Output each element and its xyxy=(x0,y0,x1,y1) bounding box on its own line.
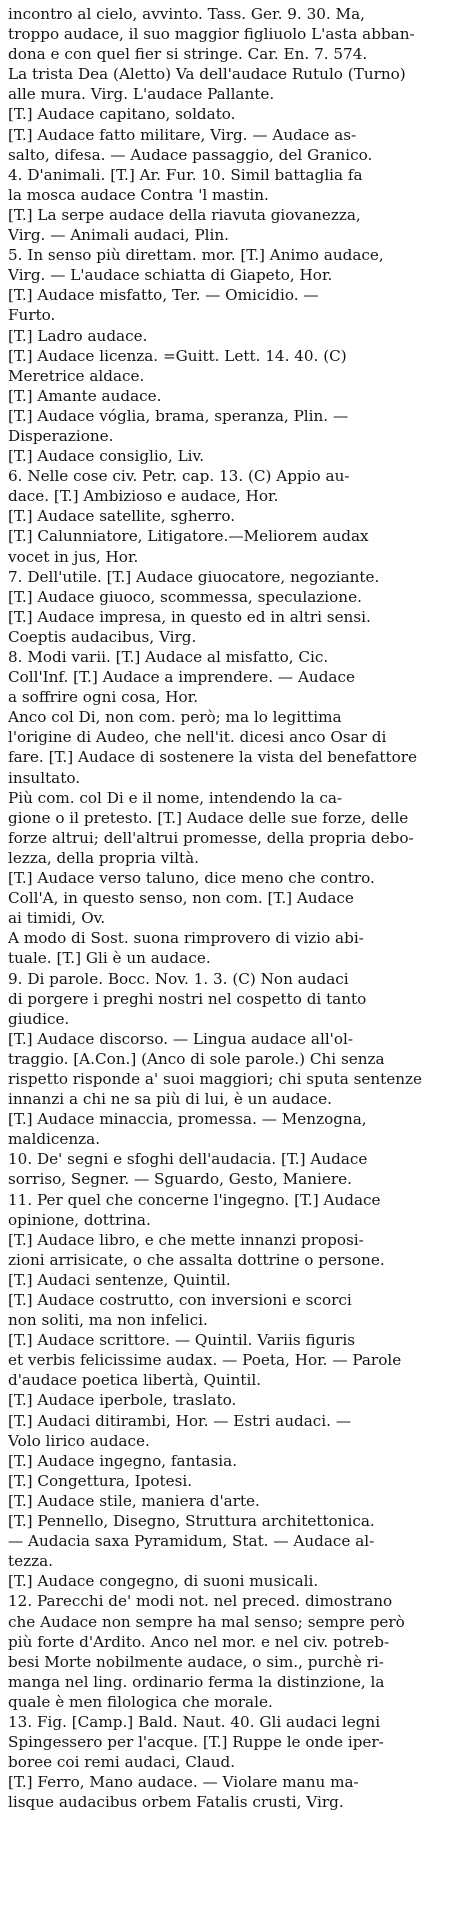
entry-line: lezza, della propria viltà. xyxy=(8,848,199,867)
entry-line: d'audace poetica libertà, Quintil. xyxy=(8,1371,262,1390)
entry-line: tuale. [T.] Gli è un audace. xyxy=(8,949,211,968)
entry-line: di porgere i preghi nostri nel cospetto di tanto xyxy=(8,989,367,1008)
entry-line: [T.] Calunniatore, Litigatore.—Meliorem audax xyxy=(8,527,369,546)
entry-line: [T.] Audace licenza. =Guitt. Lett. 14. 40. (C) xyxy=(8,346,347,365)
entry-line: vocet in jus, Hor. xyxy=(8,547,139,566)
entry-line: [T.] Audace ingegno, fantasia. xyxy=(8,1451,238,1470)
entry-line: Virg. — L'audace schiatta di Giapeto, Hor. xyxy=(8,266,333,285)
entry-line: Anco col Di, non com. però; ma lo legittima xyxy=(8,708,342,727)
entry-line: l'origine di Audeo, che nell'it. dicesi anco Osar di xyxy=(8,728,387,747)
entry-line: innanzi a chi ne sa più di lui, è un audace. xyxy=(8,1090,332,1109)
entry-line: [T.] Ferro, Mano audace. — Violare manu ma- xyxy=(8,1773,359,1792)
entry-line: giudice. xyxy=(8,1009,70,1028)
entry-line: [T.] Ladro audace. xyxy=(8,326,148,345)
entry-line: La trista Dea (Aletto) Va dell'audace Rutulo (Turno) xyxy=(8,65,406,84)
entry-line: a soffrire ogni cosa, Hor. xyxy=(8,688,199,707)
entry-line: rispetto risponde a' suoi maggiori; chi sputa sentenze xyxy=(8,1069,423,1088)
entry-line: — Audacia saxa Pyramidum, Stat. — Audace al- xyxy=(8,1532,375,1551)
entry-line: alle mura. Virg. L'audace Pallante. xyxy=(8,85,275,104)
entry-line: fare. [T.] Audace di sostenere la vista del benefattore xyxy=(8,748,418,767)
entry-line: sorriso, Segner. — Sguardo, Gesto, Maniere. xyxy=(8,1170,352,1189)
entry-line: [T.] Audace misfatto, Ter. — Omicidio. — xyxy=(8,286,319,305)
entry-line: incontro al cielo, avvinto. Tass. Ger. 9. 30. Ma, xyxy=(8,5,365,23)
entry-line: Furto. xyxy=(8,306,56,325)
entry-line: più forte d'Ardito. Anco nel mor. e nel civ. potreb- xyxy=(8,1632,390,1651)
entry-line: Virg. — Animali audaci, Plin. xyxy=(8,226,229,245)
entry-line: [T.] Audace capitano, soldato. xyxy=(8,105,236,124)
entry-line: 5. In senso più direttam. mor. [T.] Animo audace, xyxy=(8,246,384,265)
entry-line: [T.] Audace stile, maniera d'arte. xyxy=(8,1491,260,1510)
entry-line: [T.] Congettura, Ipotesi. xyxy=(8,1471,193,1490)
entry-line: [T.] Audace satellite, sgherro. xyxy=(8,507,236,526)
entry-line: 6. Nelle cose civ. Petr. cap. 13. (C) Appio au- xyxy=(8,467,350,486)
entry-line: [T.] Audaci ditirambi, Hor. — Estri audaci. — xyxy=(8,1411,352,1430)
entry-line: [T.] Audace impresa, in questo ed in altri sensi. xyxy=(8,607,371,626)
entry-line: tezza. xyxy=(8,1552,53,1571)
entry-line: 9. Di parole. Bocc. Nov. 1. 3. (C) Non audaci xyxy=(8,969,349,988)
entry-line: dace. [T.] Ambizioso e audace, Hor. xyxy=(8,487,279,506)
entry-line: la mosca audace Contra 'l mastin. xyxy=(8,185,269,204)
entry-line: 4. D'animali. [T.] Ar. Fur. 10. Simil battaglia fa xyxy=(8,165,363,184)
entry-line: boree coi remi audaci, Claud. xyxy=(8,1753,236,1772)
entry-line: non soliti, ma non infelici. xyxy=(8,1311,208,1330)
entry-line: 11. Per quel che concerne l'ingegno. [T.] Audace xyxy=(8,1190,381,1209)
entry-line: 7. Dell'utile. [T.] Audace giuocatore, negoziante. xyxy=(8,567,380,586)
entry-line: forze altrui; dell'altrui promesse, della propria debo- xyxy=(8,828,414,847)
entry-line: salto, difesa. — Audace passaggio, del Granico. xyxy=(8,145,373,164)
entry-line: maldicenza. xyxy=(8,1130,101,1149)
entry-line: [T.] Audace congegno, di suoni musicali. xyxy=(8,1572,319,1591)
entry-line: insultato. xyxy=(8,768,81,787)
entry-line: A modo di Sost. suona rimprovero di vizio abi- xyxy=(8,929,364,948)
entry-line: [T.] Audace iperbole, traslato. xyxy=(8,1391,237,1410)
entry-line: Più com. col Di e il nome, intendendo la ca- xyxy=(8,788,343,807)
entry-line: [T.] Audace consiglio, Liv. xyxy=(8,447,205,466)
entry-line: traggio. [A.Con.] (Anco di sole parole.) Chi senza xyxy=(8,1049,385,1068)
entry-line: [T.] Audace libro, e che mette innanzi proposi- xyxy=(8,1230,364,1249)
entry-line: [T.] Amante audace. xyxy=(8,386,162,405)
entry-line: [T.] La serpe audace della riavuta giovanezza, xyxy=(8,205,361,224)
entry-line: [T.] Audace fatto militare, Virg. — Audace as- xyxy=(8,125,357,144)
entry-line: Coll'Inf. [T.] Audace a imprendere. — Audace xyxy=(8,668,355,687)
entry-line: lisque audacibus orbem Fatalis crusti, Virg. xyxy=(8,1793,344,1812)
entry-line: che Audace non sempre ha mal senso; sempre però xyxy=(8,1612,405,1631)
entry-line: [T.] Audaci sentenze, Quintil. xyxy=(8,1270,231,1289)
entry-line: zioni arrisicate, o che assalta dottrine o persone. xyxy=(8,1250,385,1269)
entry-line: 12. Parecchi de' modi not. nel preced. dimostrano xyxy=(8,1592,393,1611)
entry-line: Disperazione. xyxy=(8,426,114,445)
entry-line: [T.] Audace discorso. — Lingua audace all'ol- xyxy=(8,1029,353,1048)
dictionary-entry-text xyxy=(8,4,459,1812)
entry-line: [T.] Pennello, Disegno, Struttura architettonica. xyxy=(8,1512,375,1531)
entry-line: [T.] Audace giuoco, scommessa, speculazione. xyxy=(8,587,362,606)
entry-line: [T.] Audace minaccia, promessa. — Menzogna, xyxy=(8,1110,367,1129)
entry-line: Coll'A, in questo senso, non com. [T.] Audace xyxy=(8,889,354,908)
entry-line: troppo audace, il suo maggior figliuolo L'asta abban- xyxy=(8,25,415,44)
entry-line: opinione, dottrina. xyxy=(8,1210,151,1229)
entry-line: manga nel ling. ordinario ferma la distinzione, la xyxy=(8,1672,385,1691)
entry-line: 8. Modi varii. [T.] Audace al misfatto, Cic. xyxy=(8,648,329,666)
entry-line: [T.] Audace verso taluno, dice meno che contro. xyxy=(8,869,375,888)
entry-line: Coeptis audacibus, Virg. xyxy=(8,627,197,646)
entry-line: Volo lirico audace. xyxy=(8,1431,150,1450)
entry-line: 10. De' segni e sfoghi dell'audacia. [T.] Audace xyxy=(8,1150,368,1169)
entry-line: 13. Fig. [Camp.] Bald. Naut. 40. Gli audaci legni xyxy=(8,1712,381,1731)
entry-line: gione o il pretesto. [T.] Audace delle sue forze, delle xyxy=(8,808,409,827)
entry-line: quale è men filologica che morale. xyxy=(8,1692,273,1711)
entry-line: ai timidi, Ov. xyxy=(8,909,106,928)
entry-line: [T.] Audace scrittore. — Quintil. Variis figuris xyxy=(8,1331,356,1350)
entry-line: dona e con quel fier si stringe. Car. En. 7. 574. xyxy=(8,45,368,64)
entry-line: [T.] Audace vóglia, brama, speranza, Plin. — xyxy=(8,406,349,425)
entry-line: Meretrice aldace. xyxy=(8,366,145,385)
entry-line: [T.] Audace costrutto, con inversioni e scorci xyxy=(8,1291,352,1309)
entry-line: Spingessero per l'acque. [T.] Ruppe le onde iper- xyxy=(8,1733,384,1752)
entry-line: besi Morte nobilmente audace, o sim., purchè ri- xyxy=(8,1652,384,1671)
entry-line: et verbis felicissime audax. — Poeta, Hor. — Parole xyxy=(8,1351,402,1370)
